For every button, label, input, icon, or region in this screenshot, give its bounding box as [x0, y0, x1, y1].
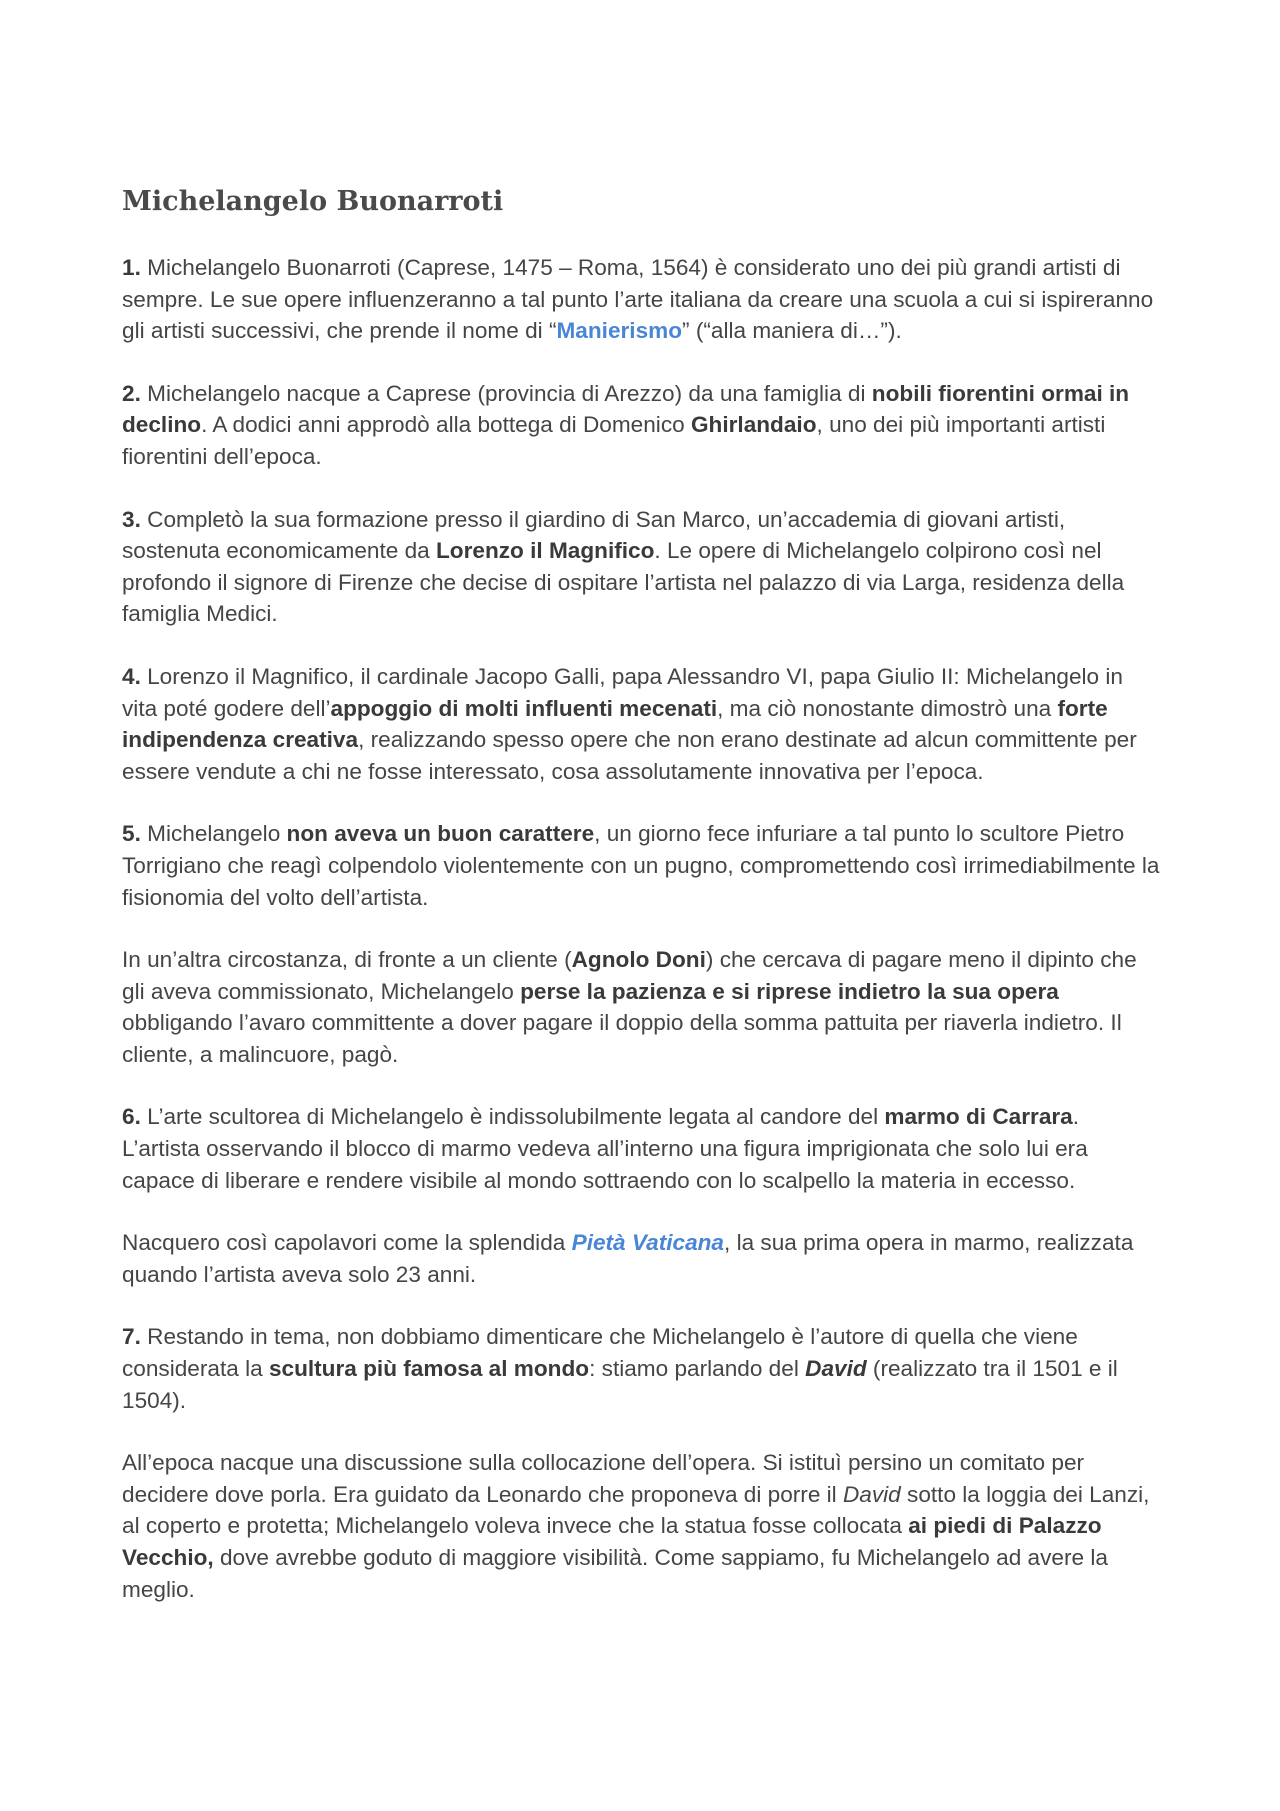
- paragraph-number: 1.: [122, 255, 141, 280]
- paragraph-text: ) che cercava di pagare meno il dipinto che gli aveva commissionato, Michelangelo: [122, 947, 1137, 1004]
- paragraph-number: 5.: [122, 821, 141, 847]
- paragraph-text: Nacquero così capolavori come la splendida: [122, 1230, 572, 1256]
- paragraph-text: . A dodici anni approdò alla bottega di Domenico: [201, 412, 691, 438]
- paragraph-text: . Le opere di Michelangelo colpirono così nel profondo il signore di Firenze che decise di ospitare l’artista nel palazzo di via Larga, residenza della famiglia Medici.: [122, 538, 1125, 627]
- text-link[interactable]: Pietà Vaticana: [571, 1230, 725, 1256]
- paragraph-number: 4.: [122, 663, 141, 689]
- bold-text: non aveva un buon carattere: [286, 821, 595, 847]
- paragraph-text: sotto la loggia dei Lanzi, al coperto e protetta; Michelangelo voleva invece che la statua fosse collocata: [122, 1481, 1150, 1539]
- paragraph-text: , un giorno fece infuriare a tal punto lo scultore Pietro Torrigiano che reagì colpendolo violentemente con un pugno, compromettendo così irrimediabilmente la fisionomia del volto dell’artista.: [122, 821, 1160, 910]
- paragraph-text: Completò la sua formazione presso il giardino di San Marco, un’accademia di giovani artisti, sostenuta economicamente da: [122, 506, 1066, 564]
- paragraph-text: Michelangelo nacque a Caprese (provincia di Arezzo) da una famiglia di: [140, 380, 872, 406]
- paragraph-number: 7.: [122, 1324, 141, 1350]
- bold-text: scultura più famosa al mondo: [268, 1356, 590, 1382]
- paragraph-text: (realizzato tra il 1501 e il 1504).: [122, 1356, 1118, 1413]
- paragraph: [122, 818, 1162, 913]
- bold-text: perse la pazienza e si riprese indietro la sua opera: [520, 978, 1059, 1004]
- bold-text: ai piedi di Palazzo Vecchio,: [122, 1513, 1102, 1570]
- paragraph-text: L’arte scultorea di Michelangelo è indissolubilmente legata al candore del: [140, 1104, 885, 1130]
- paragraph-text: , la sua prima opera in marmo, realizzata quando l’artista aveva solo 23 anni.: [122, 1230, 1134, 1287]
- paragraph-text: All’epoca nacque una discussione sulla collocazione dell’opera. Si istituì persino un comitato per decidere dove porla. Era guidato da Leonardo che proponeva di porre il: [122, 1450, 1085, 1507]
- paragraph-text: In un’altra circostanza, di fronte a un cliente (: [122, 947, 572, 973]
- paragraph-text: obbligando l’avaro committente a dover pagare il doppio della somma pattuita per riaverla indietro. Il cliente, a malincuore, pagò.: [122, 1010, 1122, 1067]
- paragraph: [122, 944, 1162, 1070]
- paragraph-text: Lorenzo il Magnifico, il cardinale Jacopo Galli, papa Alessandro VI, papa Giulio II: Michelangelo in vita poté godere dell’: [122, 663, 1123, 721]
- paragraph: [122, 1101, 1162, 1196]
- document-body: [122, 182, 1162, 1636]
- page-title: Michelangelo Buonarroti: [122, 186, 504, 217]
- paragraph-text: ” (“alla maniera di…”).: [682, 318, 902, 344]
- bold-italic-text: David: [805, 1356, 867, 1382]
- paragraph-text: : stiamo parlando del: [589, 1356, 806, 1382]
- paragraph-text: Michelangelo: [140, 821, 287, 847]
- paragraph-text: Restando in tema, non dobbiamo dimenticare che Michelangelo è l’autore di quella che viene considerata la: [122, 1324, 1078, 1382]
- paragraph-text: . L’artista osservando il blocco di marmo vedeva all’interno una figura imprigionata che solo lui era capace di liberare e rendere visibile al mondo sottraendo con lo scalpello la materia in eccesso.: [122, 1104, 1088, 1193]
- bold-text: Agnolo Doni: [571, 947, 706, 973]
- paragraph-text: , uno dei più importanti artisti fiorentini dell’epoca.: [122, 412, 1106, 469]
- paragraph-text: Michelangelo Buonarroti (Caprese, 1475 – Roma, 1564) è considerato uno dei più grandi artisti di sempre. Le sue opere influenzeranno a tal punto l’arte italiana da creare una scuola a cui si ispireranno gli artisti successivi, che prende il nome di “: [122, 255, 1154, 344]
- paragraph: [122, 1227, 1162, 1290]
- paragraph-text: , ma ciò nonostante dimostrò una: [717, 695, 1058, 721]
- text-link[interactable]: Manierismo: [556, 318, 683, 344]
- bold-text: Ghirlandaio: [690, 412, 817, 438]
- paragraph-text: , realizzando spesso opere che non erano destinate ad alcun committente per essere vendute a chi ne fosse interessato, cosa assolutamente innovativa per l’epoca.: [122, 727, 1137, 784]
- bold-text: Lorenzo il Magnifico: [436, 538, 655, 564]
- paragraph-list: [122, 252, 1162, 1605]
- bold-text: appoggio di molti influenti mecenati: [330, 695, 718, 721]
- bold-text: forte indipendenza creativa: [122, 695, 1108, 753]
- paragraph: [122, 252, 1162, 347]
- paragraph: [122, 1447, 1162, 1605]
- bold-text: nobili fiorentini ormai in declino: [122, 380, 1130, 438]
- paragraph-text: dove avrebbe goduto di maggiore visibilità. Come sappiamo, fu Michelangelo ad avere la meglio.: [122, 1545, 1108, 1602]
- paragraph: [122, 661, 1162, 787]
- paragraph-number: 6.: [122, 1104, 141, 1130]
- bold-text: marmo di Carrara: [884, 1104, 1073, 1130]
- italic-text: David: [842, 1481, 901, 1507]
- paragraph: [122, 1321, 1162, 1416]
- paragraph-number: 2.: [122, 380, 141, 406]
- paragraph-number: 3.: [122, 506, 141, 532]
- paragraph: [122, 378, 1162, 473]
- paragraph: [122, 504, 1162, 630]
